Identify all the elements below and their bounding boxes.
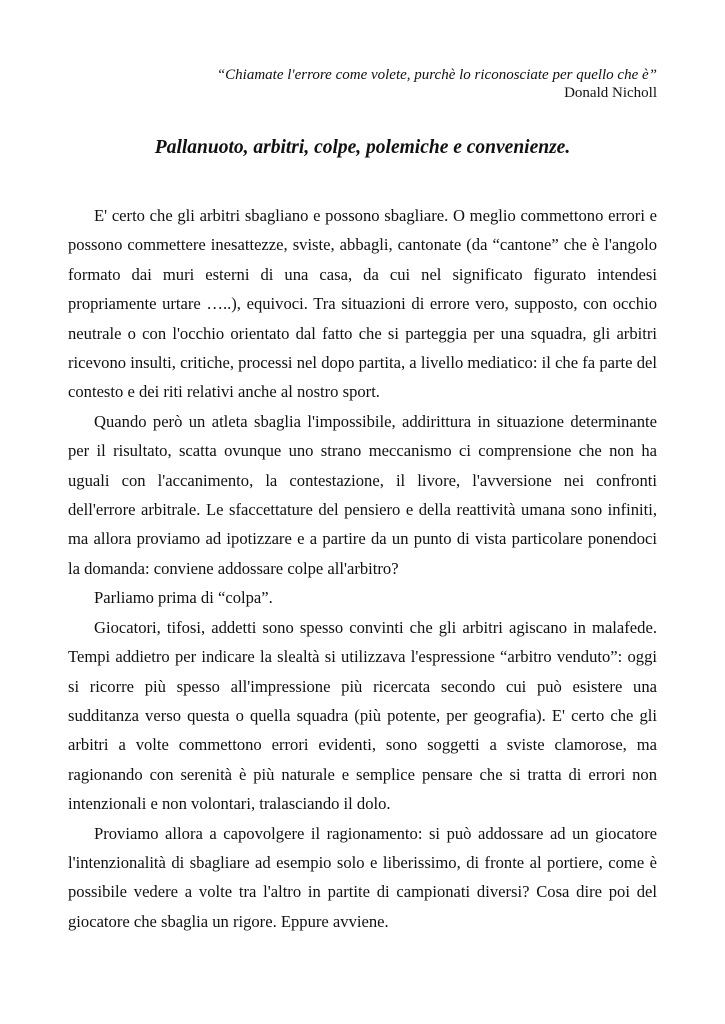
article-title: Pallanuoto, arbitri, colpe, polemiche e convenienze. [154,137,571,158]
paragraph: E' certo che gli arbitri sbagliano e possono sbagliare. O meglio commettono errori e possono commettere inesattezze, sviste, abbagli, cantonate (da “cantone” che è l'angolo formato dai muri esterni di una casa, da cui nel significato figurato intendesi propriamente urtare …..), equivoci. Tra situazioni di errore vero, supposto, con occhio neutrale o con l'occhio orientato dal fatto che si parteggia per una squadra, gli arbitri ricevono insulti, critiche, processi nel dopo partita, a livello mediatico: il che fa parte del contesto e dei riti relativi anche al nostro sport. [68,206,657,402]
paragraph: Proviamo allora a capovolgere il ragionamento: si può addossare ad un giocatore l'intenzionalità di sbagliare ad esempio solo e liberissimo, di fronte al portiere, come è possibile vedere a volte tra l'altro in partite di campionati diversi? Cosa dire poi del giocatore che sbaglia un rigore. Eppure avviene. [68,823,657,931]
article-body [68,201,657,936]
epigraph-author: Donald Nicholl [564,85,657,101]
paragraph: Giocatori, tifosi, addetti sono spesso convinti che gli arbitri agiscano in malafede. Tempi addietro per indicare la slealtà si utilizzava l'espressione “arbitro venduto”: oggi si ricorre più spesso all'impressione più ricercata secondo cui può esistere una sudditanza verso questa o quella squadra (più potente, per geografia). E' certo che gli arbitri a volte commettono errori evidenti, sono soggetti a sviste clamorose, ma ragionando con serenità è più naturale e semplice pensare che si tratta di errori non intenzionali e non volontari, tralasciando il dolo. [68,617,657,814]
paragraph: Quando però un atleta sbaglia l'impossibile, addirittura in situazione determinante per il risultato, scatta ovunque uno strano meccanismo ci comprensione che non ha uguali con l'accanimento, la contestazione, il livore, l'avversione nei confronti dell'errore arbitrale. Le sfaccettature del pensiero e della reattività umana sono infiniti, ma allora proviamo ad ipotizzare e a partire da un punto di vista particolare ponendoci la domanda: conviene addossare colpe all'arbitro? [68,411,657,578]
epigraph [217,66,657,102]
paragraph: Parliamo prima di “colpa”. [94,588,273,608]
epigraph-quote: “Chiamate l'errore come volete, purchè lo riconosciate per quello che è” [216,67,657,83]
